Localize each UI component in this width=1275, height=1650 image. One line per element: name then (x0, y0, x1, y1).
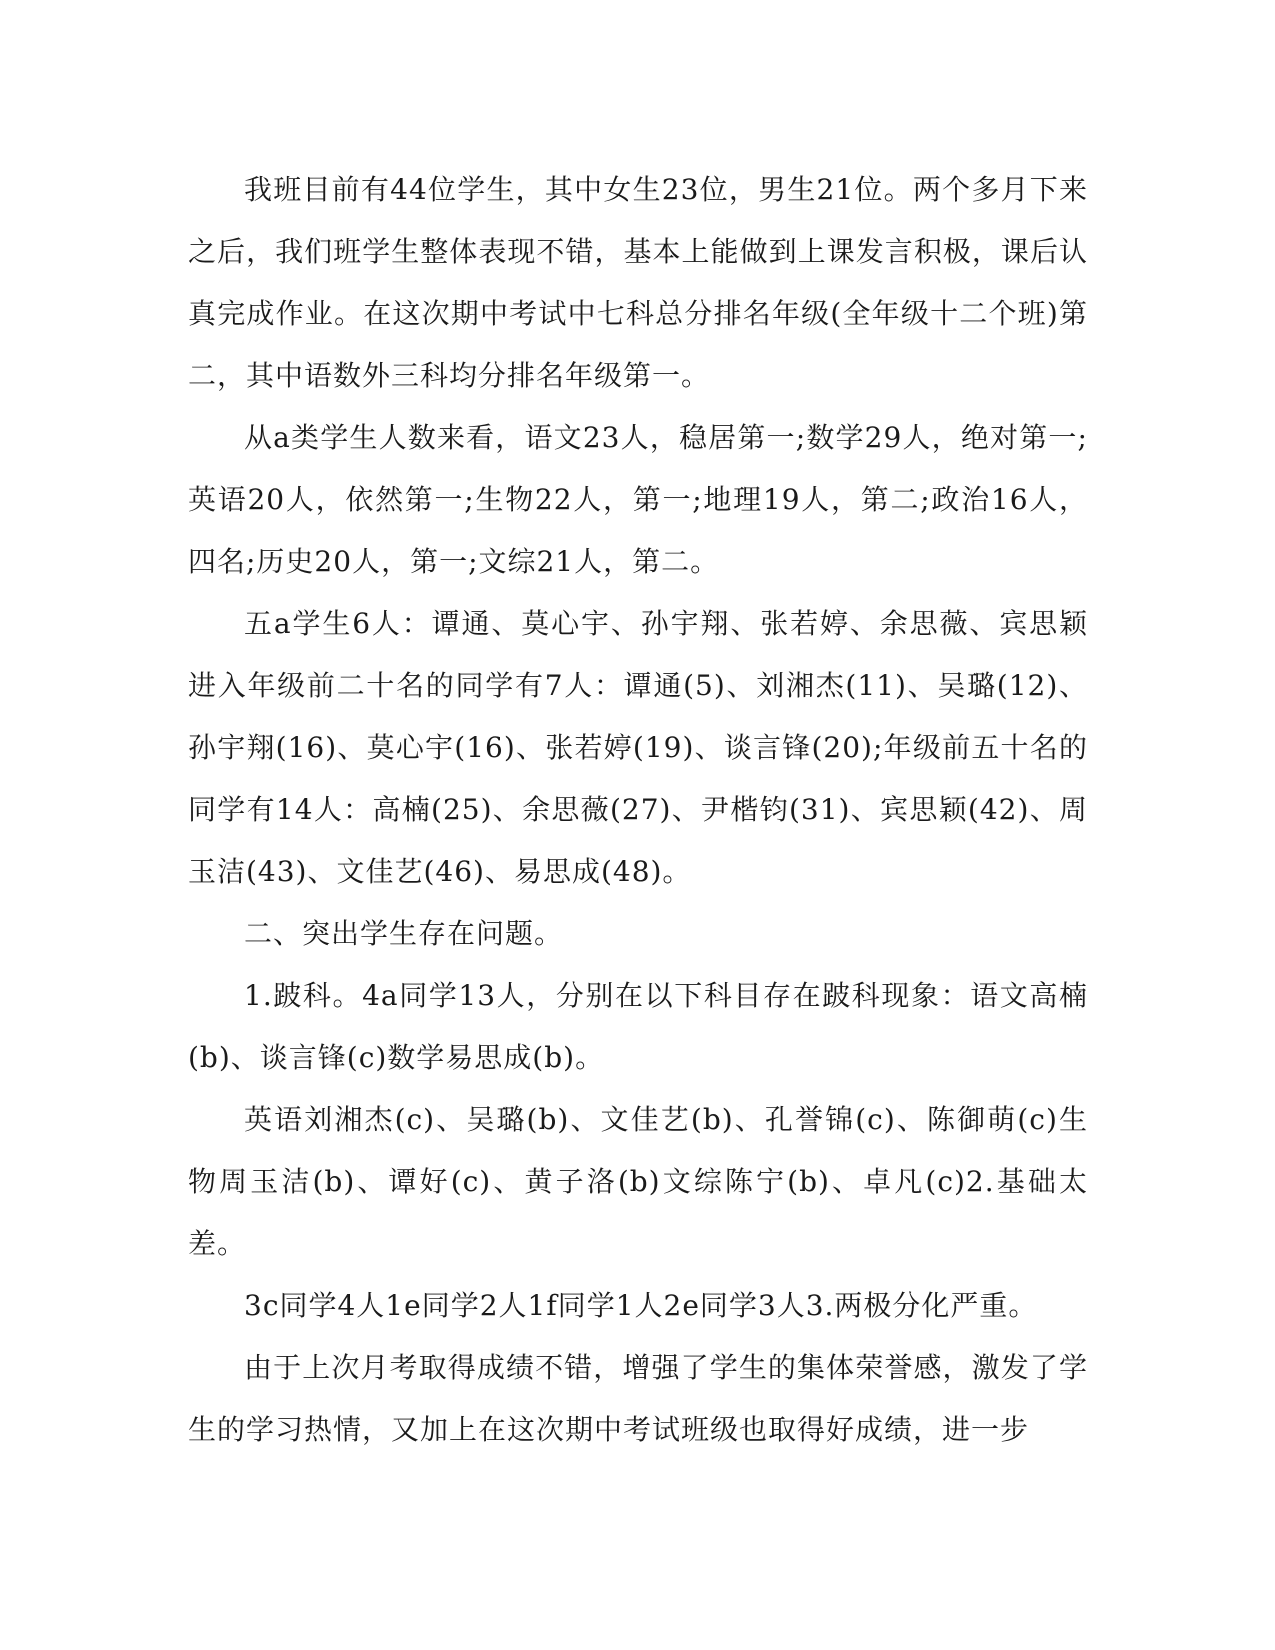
paragraph-class-overview: 我班目前有44位学生，其中女生23位，男生21位。两个多月下来之后，我们班学生整体表现不错，基本上能做到上课发言积极，课后认真完成作业。在这次期中考试中七科总分排名年级(全年级十二个班)第二，其中语数外三科均分排名年级第一。 (188, 173, 1088, 392)
paragraph-a-class-counts: 从a类学生人数来看，语文23人，稳居第一;数学29人，绝对第一;英语20人，依然第一;生物22人，第一;地理19人，第二;政治16人，四名;历史20人，第一;文综21人，第二。 (188, 421, 1088, 578)
paragraph-top-students: 五a学生6人：谭通、莫心宇、孙宇翔、张若婷、余思薇、宾思颖进入年级前二十名的同学有7人：谭通(5)、刘湘杰(11)、吴璐(12)、孙宇翔(16)、莫心宇(16)、张若婷(19)、谈言锋(20);年级前五十名的同学有14人：高楠(25)、余思薇(27)、尹楷钧(31)、宾思颖(42)、周玉洁(43)、文佳艺(46)、易思成(48)。 (188, 607, 1088, 888)
paragraph-weak-subjects-continued: 英语刘湘杰(c)、吴璐(b)、文佳艺(b)、孔誉锦(c)、陈御萌(c)生物周玉洁(b)、谭好(c)、黄子洛(b)文综陈宁(b)、卓凡(c)2.基础太差。 (188, 1103, 1088, 1260)
section-heading-problems: 二、突出学生存在问题。 (244, 917, 564, 950)
paragraph-weak-subjects: 1.跛科。4a同学13人，分别在以下科目存在跛科现象：语文高楠(b)、谈言锋(c)数学易思成(b)。 (188, 979, 1088, 1074)
paragraph-conclusion: 由于上次月考取得成绩不错，增强了学生的集体荣誉感，激发了学生的学习热情，又加上在这次期中考试班级也取得好成绩，进一步 (188, 1351, 1088, 1446)
document-body (188, 159, 1088, 1461)
paragraph-grade-distribution: 3c同学4人1e同学2人1f同学1人2e同学3人3.两极分化严重。 (244, 1289, 1038, 1322)
